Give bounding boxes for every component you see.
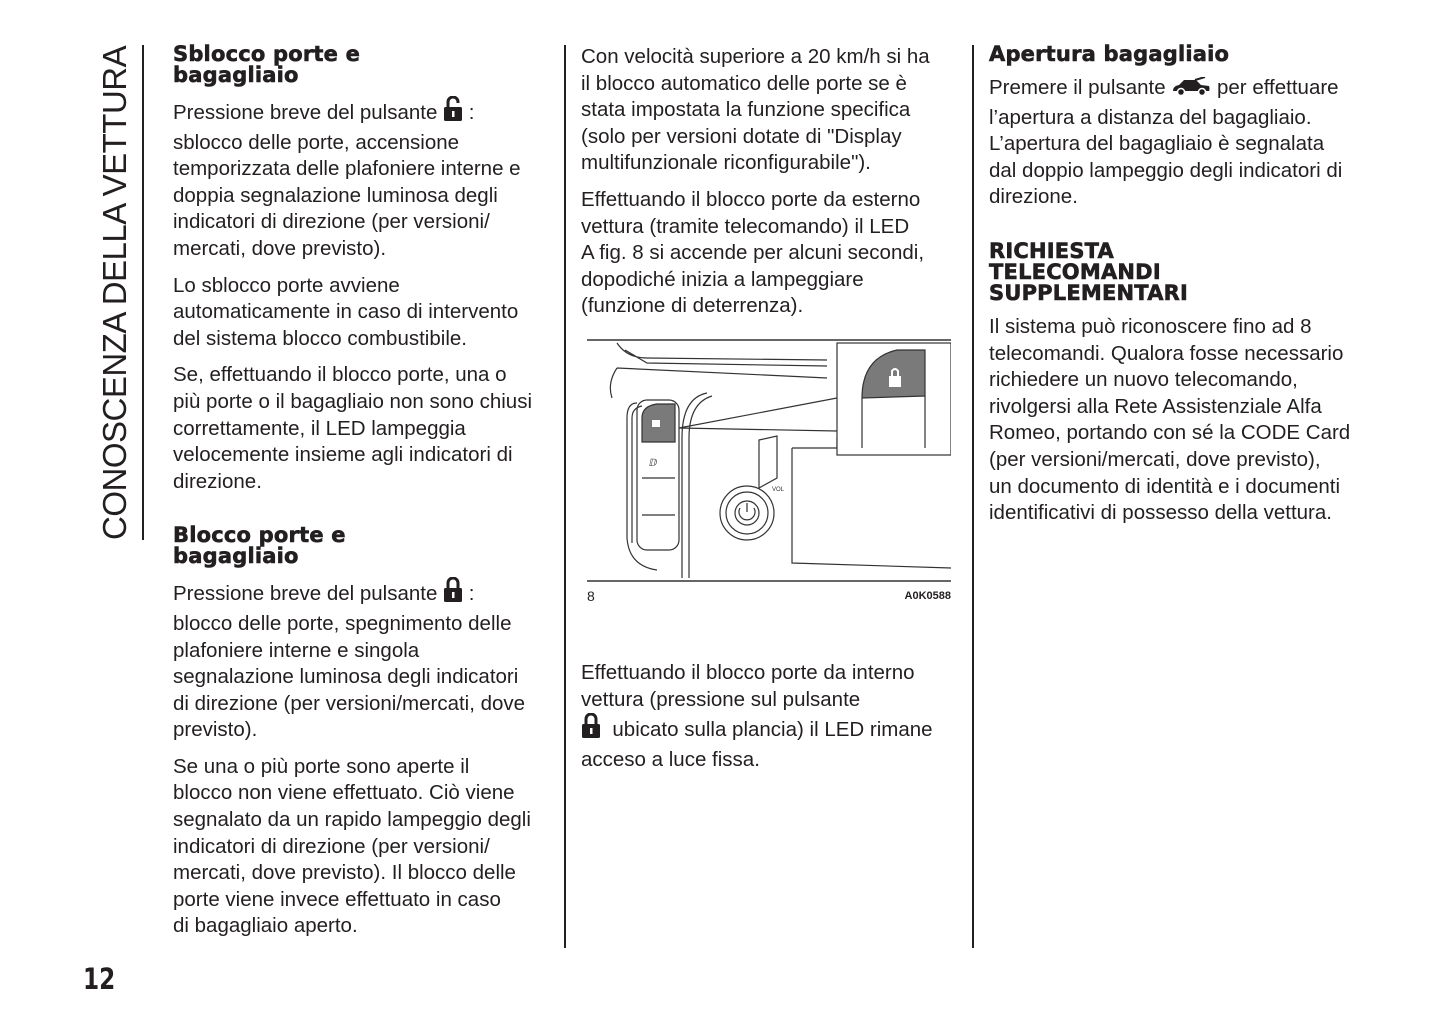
text-line: telecomandi. Qualora fosse necessario <box>989 341 1344 365</box>
heading-line: SUPPLEMENTARI <box>989 280 1189 305</box>
column-divider <box>564 45 566 948</box>
text-line: blocco non viene effettuato. Ciò viene <box>173 781 515 805</box>
text-segment: ubicato sulla plancia) il LED rimane <box>601 718 933 742</box>
text-line: l’apertura a distanza del bagagliaio. <box>989 105 1312 129</box>
text-line <box>581 713 961 747</box>
heading-line: bagagliaio <box>173 63 299 87</box>
text-line: Se una o più porte sono aperte il <box>173 754 470 778</box>
chapter-title: CONOSCENZA DELLA VETTURA <box>96 45 133 540</box>
text-line: Se, effettuando il blocco porte, una o <box>173 363 507 387</box>
text-line: Con velocità superiore a 20 km/h si ha <box>581 45 930 68</box>
car-trunk-icon <box>1171 77 1211 105</box>
text-line: identificativi di possesso della vettura. <box>989 501 1332 525</box>
text-line: del sistema blocco combustibile. <box>173 326 467 350</box>
text-line: direzione. <box>173 469 262 493</box>
text-line: di bagagliaio aperto. <box>173 914 358 938</box>
chapter-divider <box>142 45 144 540</box>
body-paragraph <box>173 754 553 940</box>
text-line: segnalato da un rapido lampeggio degli <box>173 808 531 832</box>
body-paragraph <box>581 187 961 320</box>
text-line: indicatori di direzione (per versioni/ <box>173 210 490 234</box>
vol-label: VOL <box>772 486 785 493</box>
text-line: correttamente, il LED lampeggia <box>173 416 466 440</box>
text-line: A fig. 8 si accende per alcuni secondi, <box>581 241 925 265</box>
body-paragraph <box>173 362 553 495</box>
body-paragraph <box>989 75 1369 211</box>
text-line: acceso a luce fissa. <box>581 747 760 771</box>
text-line: Romeo, portando con sé la CODE Card <box>989 421 1351 445</box>
body-paragraph <box>581 660 961 773</box>
column-3 <box>989 44 1369 537</box>
text-line: (solo per versioni dotate di "Display <box>581 124 902 148</box>
text-line: direzione. <box>989 185 1078 209</box>
text-segment: per effettuare <box>1211 76 1339 99</box>
column-1 <box>173 44 553 950</box>
text-line: previsto). <box>173 718 258 742</box>
text-line: automaticamente in caso di intervento <box>173 300 519 324</box>
dashboard-illustration <box>587 338 951 583</box>
figure-number: 8 <box>587 587 595 604</box>
text-line: temporizzata delle plafoniere interne e <box>173 157 521 181</box>
text-line: stata impostata la funzione specifica <box>581 98 911 122</box>
text-line: segnalazione luminosa degli indicatori <box>173 665 519 689</box>
text-segment: : <box>463 582 475 606</box>
lock-icon <box>443 577 463 611</box>
text-line: rivolgersi alla Rete Assistenziale Alfa <box>989 394 1322 418</box>
body-paragraph <box>173 96 553 263</box>
text-line: dal doppio lampeggio degli indicatori di <box>989 158 1343 182</box>
text-line: vettura (tramite telecomando) il LED <box>581 214 910 238</box>
figure-8 <box>587 338 951 638</box>
text-line: dopodiché inizia a lampeggiare <box>581 267 864 291</box>
text-line: Effettuando il blocco porte da interno <box>581 660 915 684</box>
body-paragraph <box>989 314 1369 527</box>
text-line: Il sistema può riconoscere fino ad 8 <box>989 314 1312 338</box>
text-segment: : <box>463 101 475 124</box>
text-line: (per versioni/mercati, dove previsto), <box>989 447 1321 471</box>
heading-line: Sblocco porte e <box>173 42 361 66</box>
svg-text:ⅅ: ⅅ <box>649 457 658 469</box>
text-line: sblocco delle porte, accensione <box>173 130 460 154</box>
text-line: (funzione di deterrenza). <box>581 294 804 318</box>
text-line: indicatori di direzione (per versioni/ <box>173 834 490 858</box>
text-line: multifunzionale riconfigurabile"). <box>581 151 871 175</box>
heading-line: Blocco porte e <box>173 523 346 548</box>
section-heading <box>989 238 1369 305</box>
text-segment: Premere il pulsante <box>989 76 1172 99</box>
unlock-icon <box>443 96 463 130</box>
text-line: un documento di identità e i documenti <box>989 474 1341 498</box>
heading-line: bagagliaio <box>173 544 299 569</box>
text-line: richiedere un nuovo telecomando, <box>989 368 1298 392</box>
heading-line: Apertura bagagliaio <box>989 42 1230 66</box>
heading-line: TELECOMANDI <box>989 259 1161 284</box>
text-line: più porte o il bagagliaio non sono chiusi <box>173 389 533 413</box>
text-line <box>173 96 553 130</box>
text-line: plafoniere interne e singola <box>173 638 420 662</box>
text-line <box>989 75 1369 105</box>
heading-line: RICHIESTA <box>989 238 1115 263</box>
lock-icon <box>581 713 601 747</box>
column-divider <box>972 45 974 948</box>
text-segment: Pressione breve del pulsante <box>173 101 444 124</box>
section-heading <box>173 525 553 567</box>
text-line: Lo sblocco porte avviene <box>173 273 400 297</box>
text-line <box>173 577 553 611</box>
text-line: L’apertura del bagagliaio è segnalata <box>989 132 1325 156</box>
figure-code: A0K0588 <box>904 589 951 602</box>
text-line: vettura (pressione sul pulsante <box>581 687 861 711</box>
text-segment: Pressione breve del pulsante <box>173 582 444 606</box>
text-line: di direzione (per versioni/mercati, dove <box>173 691 526 715</box>
text-line: velocemente insieme agli indicatori di <box>173 443 513 467</box>
text-line: doppia segnalazione luminosa degli <box>173 183 498 207</box>
body-paragraph <box>581 44 961 177</box>
text-line: blocco delle porte, spegnimento delle <box>173 611 512 635</box>
body-paragraph <box>173 577 553 744</box>
body-paragraph <box>173 273 553 353</box>
column-2 <box>581 44 961 783</box>
text-line: mercati, dove previsto). <box>173 236 387 260</box>
text-line: mercati, dove previsto). Il blocco delle <box>173 861 516 885</box>
text-line: il blocco automatico delle porte se è <box>581 71 907 95</box>
section-heading <box>989 44 1369 65</box>
text-line: Effettuando il blocco porte da esterno <box>581 187 921 211</box>
section-heading <box>173 44 553 86</box>
page-number: 12 <box>83 962 116 996</box>
text-line: porte viene invece effettuato in caso <box>173 887 501 911</box>
